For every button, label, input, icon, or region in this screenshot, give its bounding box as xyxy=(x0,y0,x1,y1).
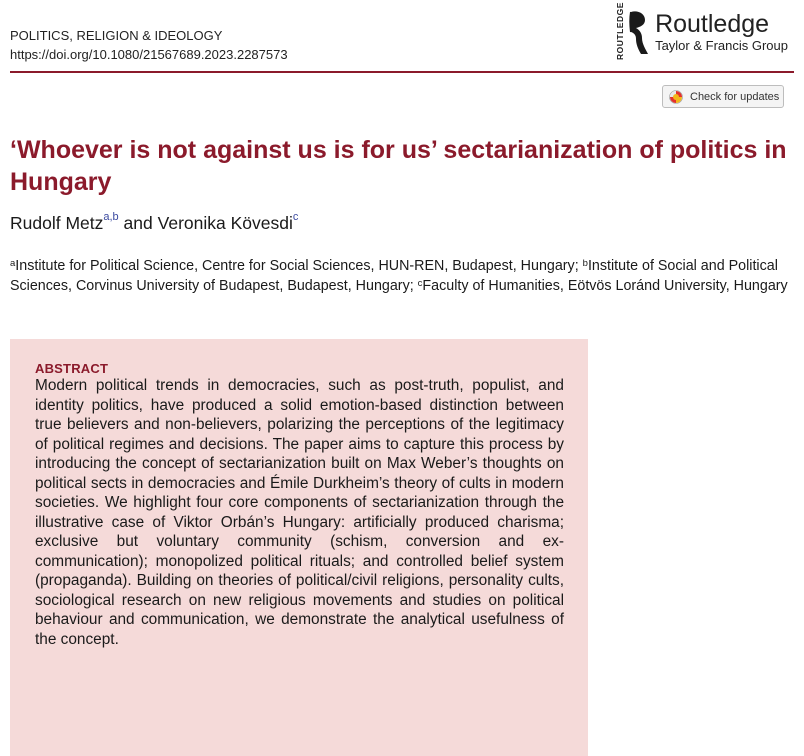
affiliation-key: b xyxy=(582,258,588,269)
journal-header xyxy=(10,26,288,64)
publisher-name: Routledge xyxy=(655,10,770,38)
author-name[interactable]: Veronika Kövesdi xyxy=(157,213,293,233)
author-list xyxy=(10,213,298,234)
journal-name: POLITICS, RELIGION & IDEOLOGY xyxy=(10,28,223,43)
affiliations xyxy=(10,256,796,296)
affiliation-key: c xyxy=(417,278,423,289)
doi-link[interactable]: https://doi.org/10.1080/21567689.2023.2287573 xyxy=(10,47,288,62)
affiliation-text: Institute for Political Science, Centre for Social Sciences, HUN-REN, Budapest, Hungary; xyxy=(15,258,583,274)
abstract-text: Modern political trends in democracies, such as post-truth, populist, and identity politics, have produced a solid emotion-based distinction between true believers and non-believers, polarizing the perceptions of the legitimacy of political regimes and decisions. The paper aims to capture this process by introducing the concept of sectarianization built on Max Weber’s thoughts on political sects in democracies and Émile Durkheim’s theory of cults in modern societies. We highlight four core components of sectarianization through the illustrative case of Viktor Orbán’s Hungary: artificially produced charisma; exclusive but voluntary community (schism, conversion and ex-communication); monopolized political rituals; and controlled belief system (propaganda). Building on theories of political/civil religions, personality cults, sociological research on new religious movements and studies on political behaviour and communication, we demonstrate the analytical usefulness of the concept. xyxy=(35,377,564,648)
publisher-vertical-label: ROUTLEDGE xyxy=(615,2,626,60)
check-for-updates-button[interactable] xyxy=(662,85,784,108)
publisher-subtitle: Taylor & Francis Group xyxy=(655,38,788,53)
author-affiliation-marker[interactable]: a,b xyxy=(103,211,119,223)
author-connector: and xyxy=(123,213,153,233)
abstract-heading: ABSTRACT xyxy=(35,361,109,376)
author-affiliation-marker[interactable]: c xyxy=(292,211,299,223)
check-for-updates-label: Check for updates xyxy=(690,90,780,103)
crossmark-icon xyxy=(669,90,683,104)
author-name[interactable]: Rudolf Metz xyxy=(10,213,104,233)
affiliation-key: a xyxy=(10,258,16,269)
affiliation-text: Faculty of Humanities, Eötvös Loránd University, Hungary xyxy=(422,278,788,294)
article-title: ‘Whoever is not against us is for us’ sectarianization of politics in Hungary xyxy=(10,136,787,196)
abstract-box xyxy=(10,339,588,756)
affiliation-text: Institute of Social and Political Sciences, Corvinus University of Budapest, Budapest, Hungary; xyxy=(10,258,778,294)
routledge-logo-icon xyxy=(627,8,649,58)
header-divider xyxy=(10,71,794,73)
publisher-logo-block xyxy=(615,2,788,60)
